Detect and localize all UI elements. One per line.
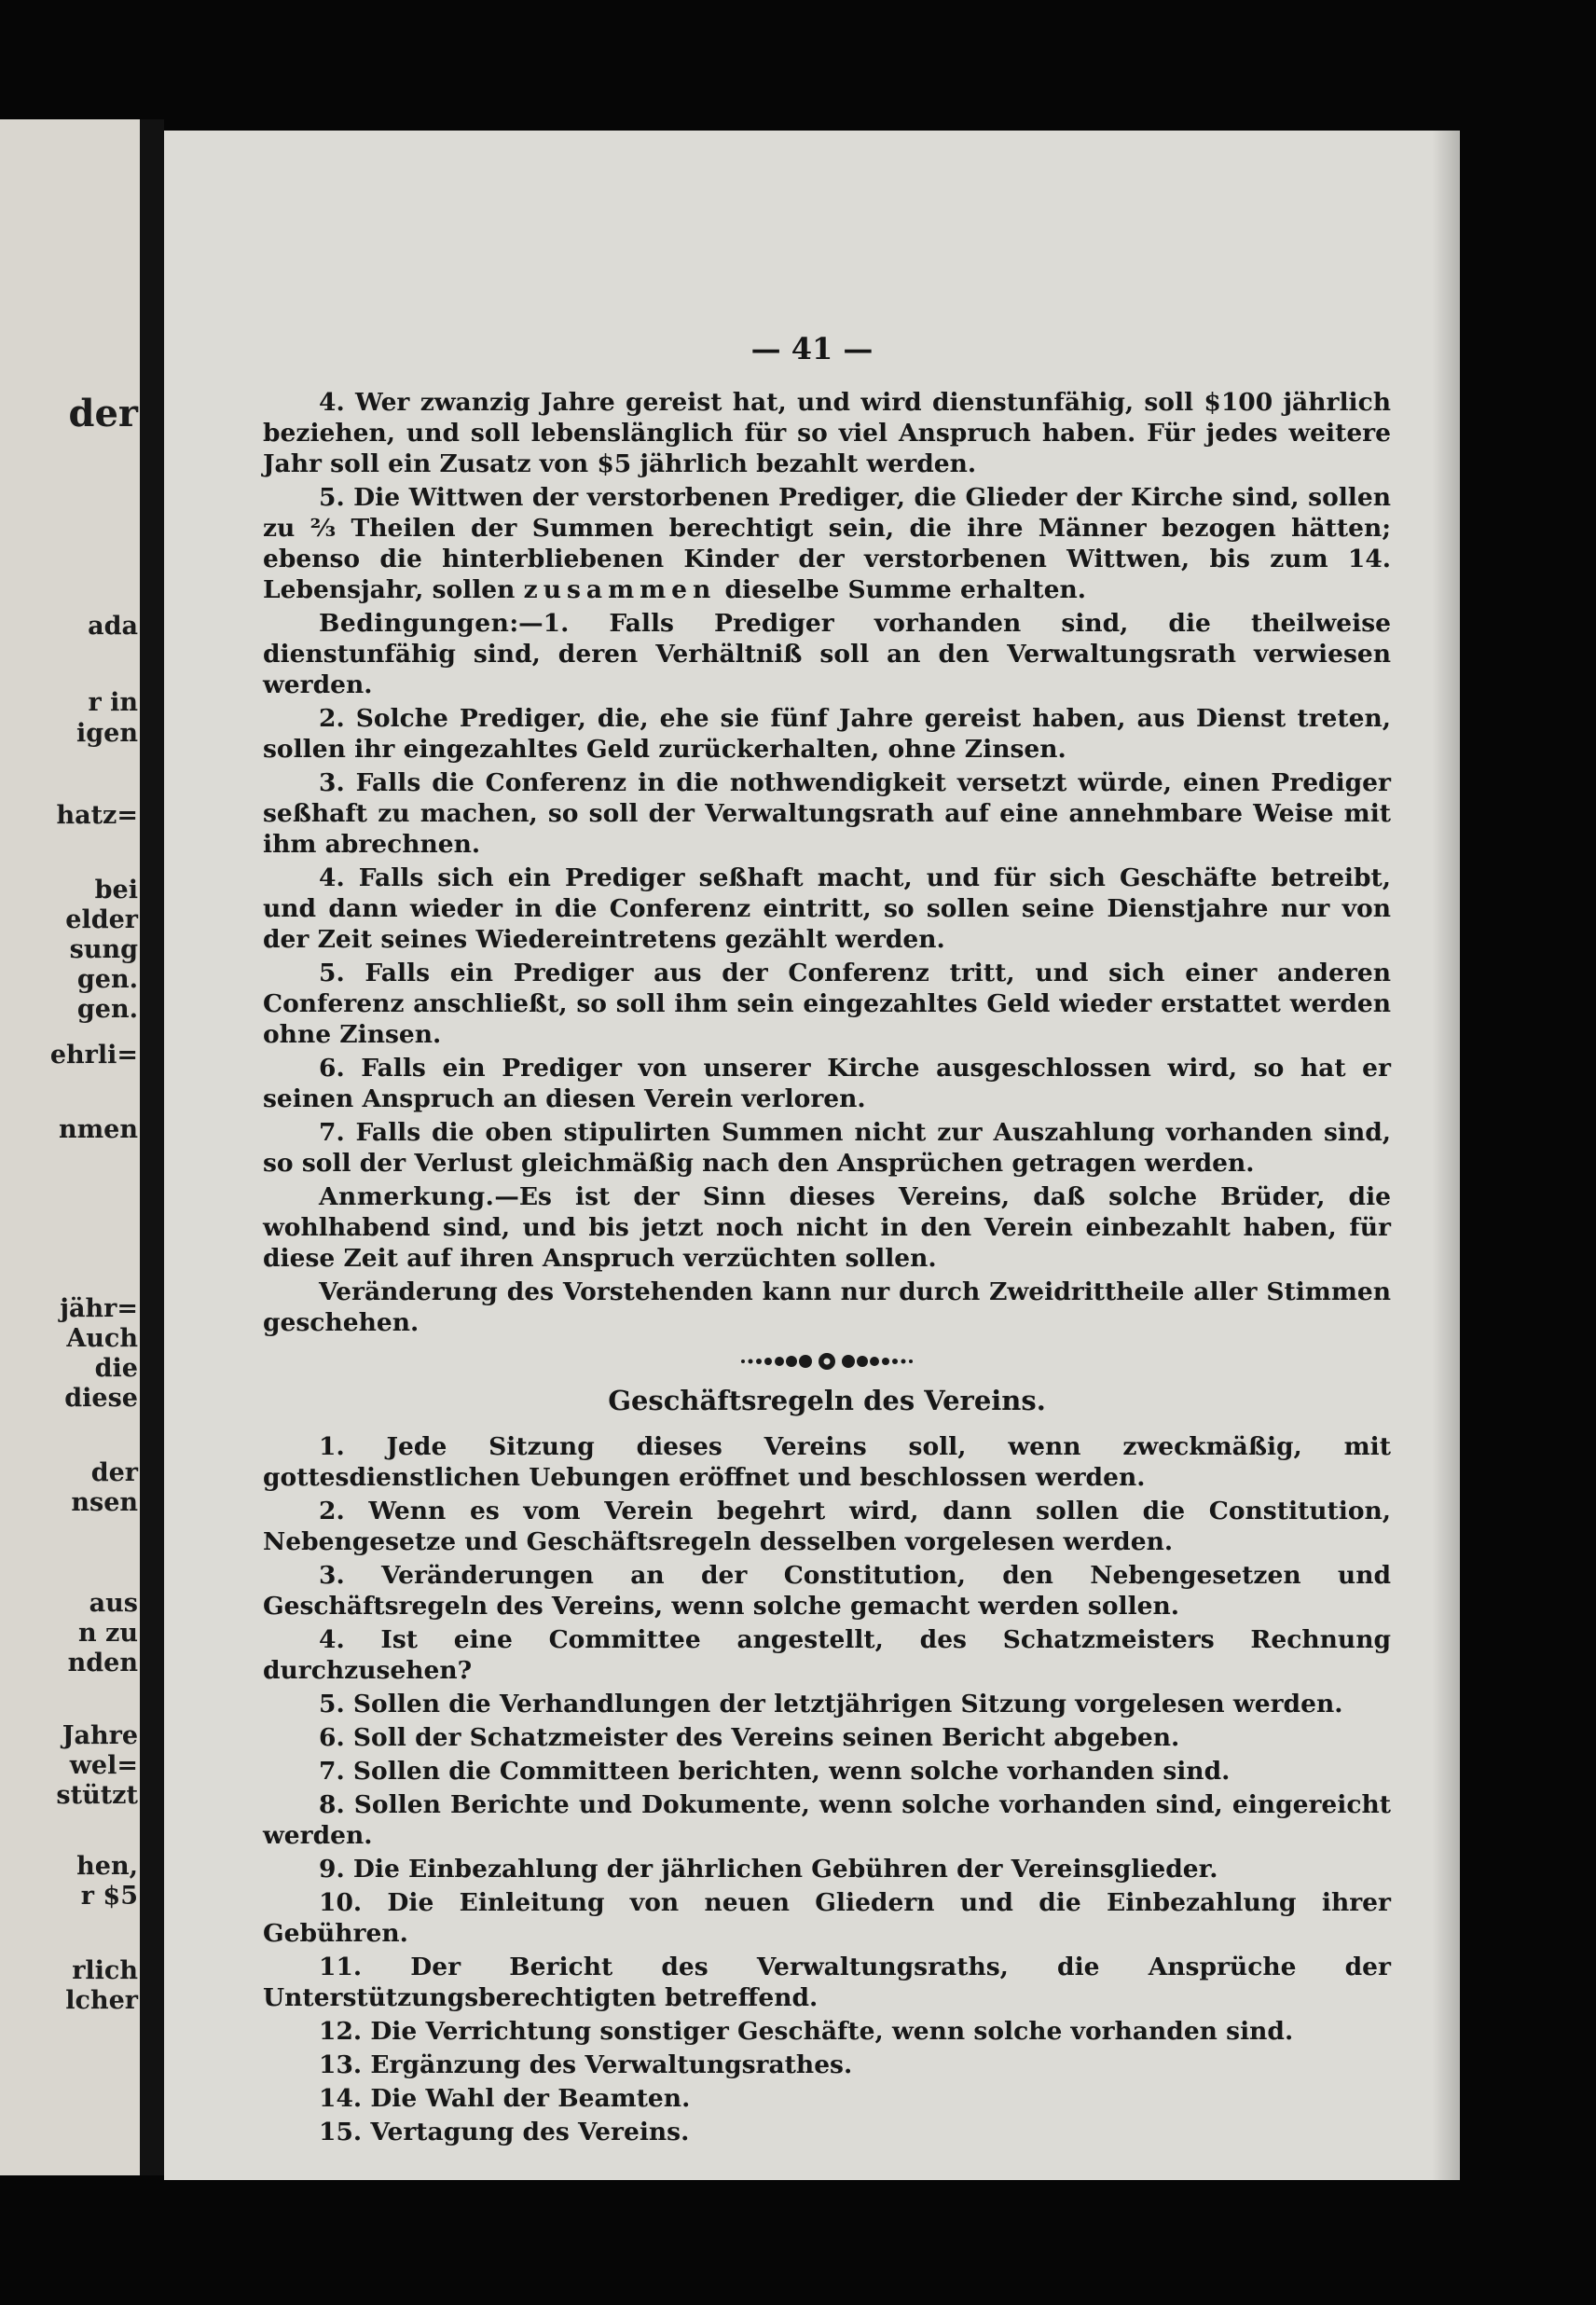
page-body (263, 387, 1391, 2150)
left-page-fragment: r in (88, 688, 138, 717)
left-page-fragment: hatz= (56, 801, 138, 830)
left-page-fragment: jähr= (60, 1294, 138, 1323)
left-page-fragment: Jahre (62, 1721, 138, 1750)
condition-5: 5. Falls ein Prediger aus der Conferenz tritt, und sich einer anderen Conferenz anschließt, so soll ihm sein eingezahltes Geld wieder erstattet werden ohne Zinsen. (263, 959, 1391, 1049)
left-page-fragment: wel= (69, 1751, 138, 1780)
rule-item: 2. Wenn es vom Verein begehrt wird, dann sollen die Constitution, Nebengesetze und Geschäftsregeln desselben vorgelesen werden. (263, 1497, 1391, 1556)
conditions-paragraph (263, 608, 1391, 700)
page-shadow (1432, 131, 1460, 2180)
rules-heading: Geschäftsregeln des Vereins. (608, 1385, 1046, 1416)
rule-item: 1. Jede Sitzung dieses Vereins soll, wenn zweckmäßig, mit gottesdienstlichen Uebungen eröffnet und beschlossen werden. (263, 1432, 1391, 1492)
left-page-fragment: ehrli= (49, 1041, 138, 1070)
left-page-fragment: elder (65, 905, 138, 934)
ornament-icon (734, 1352, 920, 1371)
rule-item: 6. Soll der Schatzmeister des Vereins seinen Bericht abgeben. (319, 1723, 1180, 1752)
condition-6: 6. Falls ein Prediger von unserer Kirche ausgeschlossen wird, so hat er seinen Anspruch an diesen Verein verloren. (263, 1054, 1391, 1113)
left-page-fragment: bei (94, 876, 138, 904)
left-page-fragment: Auch (66, 1324, 138, 1353)
rule-item: 7. Sollen die Committeen berichten, wenn solche vorhanden sind. (319, 1757, 1231, 1786)
book-gutter (140, 119, 164, 2175)
rules-list (263, 1431, 1391, 2147)
left-page-edge (0, 119, 147, 2175)
left-page-fragment: der (68, 392, 138, 435)
left-page-fragment: die (94, 1354, 138, 1383)
left-page-fragment: aus (89, 1589, 138, 1618)
rule-item: 10. Die Einleitung von neuen Gliedern und die Einbezahlung ihrer Gebühren. (263, 1888, 1391, 1948)
amendment-paragraph: Veränderung des Vorstehenden kann nur durch Zweidrittheile aller Stimmen geschehen. (263, 1277, 1391, 1337)
left-page-fragment: ada (88, 612, 138, 641)
rule-item: 8. Sollen Berichte und Dokumente, wenn solche vorhanden sind, eingereicht werden. (263, 1790, 1391, 1850)
left-page-fragment: der (90, 1458, 138, 1487)
conditions-text: :—1. Falls Prediger vorhanden sind, die theilweise dienstunfähig sind, deren Verhältniß soll an den Verwaltungsrath verwiesen werden. (263, 609, 1391, 699)
paragraph-5-text: 5. Die Wittwen der verstorbenen Prediger, die Glieder der Kirche sind, sollen zu ⅔ Theilen der Summen berechtigt sein, die ihre Männer bezogen hätten; ebenso die hinterbliebenen Kinder der verstorbenen Wittwen, bis zum 14. Lebensjahr, sollen (263, 483, 1391, 604)
condition-7: 7. Falls die oben stipulirten Summen nicht zur Auszahlung vorhanden sind, so soll der Verlust gleichmäßig nach den Ansprüchen getragen werden. (263, 1118, 1391, 1178)
paragraph-5-ending: dieselbe Summe erhalten. (724, 575, 1086, 604)
left-page-fragment: r $5 (80, 1882, 138, 1911)
section-paragraph-4: 4. Wer zwanzig Jahre gereist hat, und wird dienstunfähig, soll $100 jährlich beziehen, und soll lebenslänglich für so viel Anspruch haben. Für jedes weitere Jahr soll ein Zusatz von $5 jährlich bezahlt werden. (263, 388, 1391, 478)
left-page-fragment: gen. (76, 965, 138, 994)
page-number: — 41 — (750, 331, 874, 366)
left-page-fragment: diese (64, 1384, 138, 1413)
spaced-emphasis: zusammen (523, 575, 717, 604)
rule-item: 4. Ist eine Committee angestellt, des Schatzmeisters Rechnung durchzusehen? (263, 1625, 1391, 1685)
left-page-fragment: lcher (65, 1986, 138, 2015)
left-page-fragment: hen, (76, 1852, 138, 1881)
left-page-fragment: stützt (56, 1781, 138, 1810)
left-page-fragment: n zu (78, 1619, 138, 1648)
rule-item: 12. Die Verrichtung sonstiger Geschäfte, wenn solche vorhanden sind. (319, 2017, 1294, 2046)
note-paragraph (263, 1181, 1391, 1274)
conditions-term: Bedingungen (319, 609, 510, 638)
left-page-fragment: nsen (71, 1488, 138, 1517)
note-term: Anmerkung. (319, 1182, 495, 1211)
decorative-ornament (263, 1347, 1391, 1378)
rule-item: 15. Vertagung des Vereins. (319, 2118, 690, 2146)
left-page-fragment: rlich (72, 1956, 138, 1985)
left-page-fragment: igen (76, 719, 138, 748)
left-page-fragment: sung (69, 935, 138, 964)
condition-4: 4. Falls sich ein Prediger seßhaft macht, und für sich Geschäfte betreibt, und dann wieder in die Conferenz eintritt, so sollen seine Dienstjahre nur von der Zeit seines Wiedereintretens gezählt werden. (263, 863, 1391, 954)
rule-item: 9. Die Einbezahlung der jährlichen Gebühren der Vereinsglieder. (319, 1855, 1218, 1884)
note-text: —Es ist der Sinn dieses Vereins, daß solche Brüder, die wohlhabend sind, und bis jetzt noch nicht in den Verein einbezahlt haben, für diese Zeit auf ihren Anspruch verzüchten sollen. (263, 1182, 1391, 1273)
condition-2: 2. Solche Prediger, die, ehe sie fünf Jahre gereist haben, aus Dienst treten, sollen ihr eingezahltes Geld zurückerhalten, ohne Zinsen. (263, 704, 1391, 764)
left-page-fragment: nmen (58, 1115, 138, 1144)
rule-item: 11. Der Bericht des Verwaltungsraths, die Ansprüche der Unterstützungsberechtigten betreffend. (263, 1953, 1391, 2012)
section-paragraph-5 (263, 482, 1391, 605)
left-page-fragment: gen. (76, 995, 138, 1024)
condition-3: 3. Falls die Conferenz in die nothwendigkeit versetzt würde, einen Prediger seßhaft zu machen, so soll der Verwaltungsrath auf eine annehmbare Weise mit ihm abrechnen. (263, 768, 1391, 859)
rule-item: 14. Die Wahl der Beamten. (319, 2084, 691, 2113)
rule-item: 3. Veränderungen an der Constitution, den Nebengesetzen und Geschäftsregeln des Vereins, wenn solche gemacht werden sollen. (263, 1561, 1391, 1621)
rule-item: 5. Sollen die Verhandlungen der letztjährigen Sitzung vorgelesen werden. (319, 1690, 1343, 1718)
rule-item: 13. Ergänzung des Verwaltungsrathes. (319, 2050, 853, 2079)
left-page-fragment: nden (67, 1649, 138, 1677)
document-page (164, 131, 1460, 2180)
